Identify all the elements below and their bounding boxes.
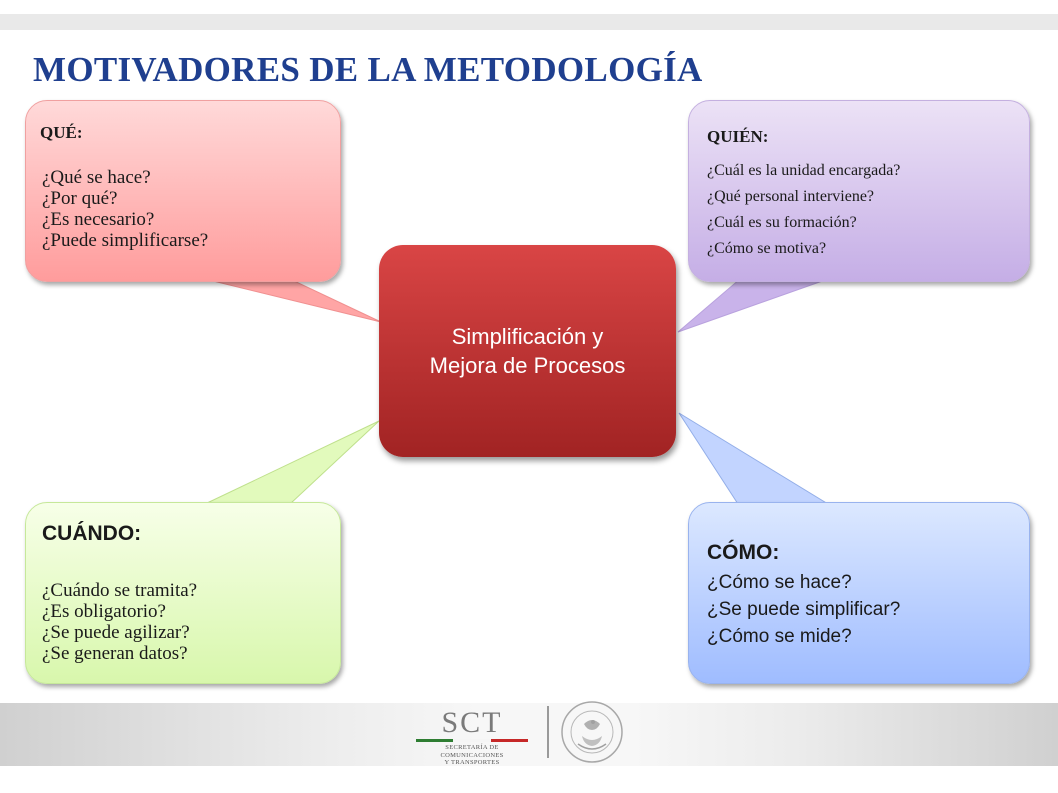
que-lines bbox=[42, 167, 208, 251]
quien-heading: QUIÉN: bbox=[707, 127, 769, 146]
quien-callout bbox=[688, 100, 1030, 282]
quien-line: ¿Cómo se motiva? bbox=[707, 240, 827, 257]
cuando-heading: CUÁNDO: bbox=[42, 522, 142, 545]
cuando-tail bbox=[205, 421, 379, 504]
quien-line: ¿Cuál es la unidad encargada? bbox=[707, 162, 901, 179]
center-line: Mejora de Procesos bbox=[429, 353, 626, 378]
sct-sub-line: COMUNICACIONES bbox=[440, 751, 504, 759]
center-line: Simplificación y bbox=[451, 324, 604, 349]
que-tail bbox=[205, 279, 381, 322]
quien-tail bbox=[678, 279, 828, 332]
cuando-callout bbox=[25, 502, 341, 684]
que-line: ¿Por qué? bbox=[42, 188, 118, 209]
que-line: ¿Puede simplificarse? bbox=[42, 230, 209, 251]
quien-lines bbox=[707, 158, 900, 262]
mexico-seal-icon bbox=[560, 700, 624, 764]
sct-color-bar bbox=[416, 739, 528, 742]
cuando-line: ¿Cuándo se tramita? bbox=[42, 580, 198, 601]
como-line: ¿Se puede simplificar? bbox=[707, 599, 901, 620]
que-callout bbox=[25, 100, 341, 282]
quien-line: ¿Cuál es su formación? bbox=[707, 214, 857, 231]
como-line: ¿Cómo se hace? bbox=[707, 572, 852, 593]
como-lines bbox=[707, 569, 900, 650]
que-line: ¿Es necesario? bbox=[42, 209, 155, 230]
como-line: ¿Cómo se mide? bbox=[707, 626, 852, 647]
cuando-lines bbox=[42, 580, 197, 664]
sct-sub-line: Y TRANSPORTES bbox=[444, 759, 500, 766]
cuando-line: ¿Se generan datos? bbox=[42, 643, 188, 664]
cuando-line: ¿Se puede agilizar? bbox=[42, 622, 190, 643]
sct-sub-line: SECRETARÍA DE bbox=[445, 744, 499, 751]
cuando-line: ¿Es obligatorio? bbox=[42, 601, 166, 622]
center-process-box bbox=[379, 245, 676, 457]
footer-divider bbox=[547, 706, 549, 758]
sct-logo-text: SCT bbox=[441, 706, 503, 739]
como-callout bbox=[688, 502, 1030, 684]
que-line: ¿Qué se hace? bbox=[42, 167, 151, 188]
footer-band bbox=[0, 703, 1058, 766]
como-heading: CÓMO: bbox=[707, 541, 780, 564]
quien-line: ¿Qué personal interviene? bbox=[707, 188, 875, 205]
sct-logo bbox=[416, 708, 528, 768]
como-tail bbox=[679, 413, 828, 504]
que-heading: QUÉ: bbox=[40, 123, 83, 142]
slide-title: MOTIVADORES DE LA METODOLOGÍA bbox=[33, 50, 703, 89]
